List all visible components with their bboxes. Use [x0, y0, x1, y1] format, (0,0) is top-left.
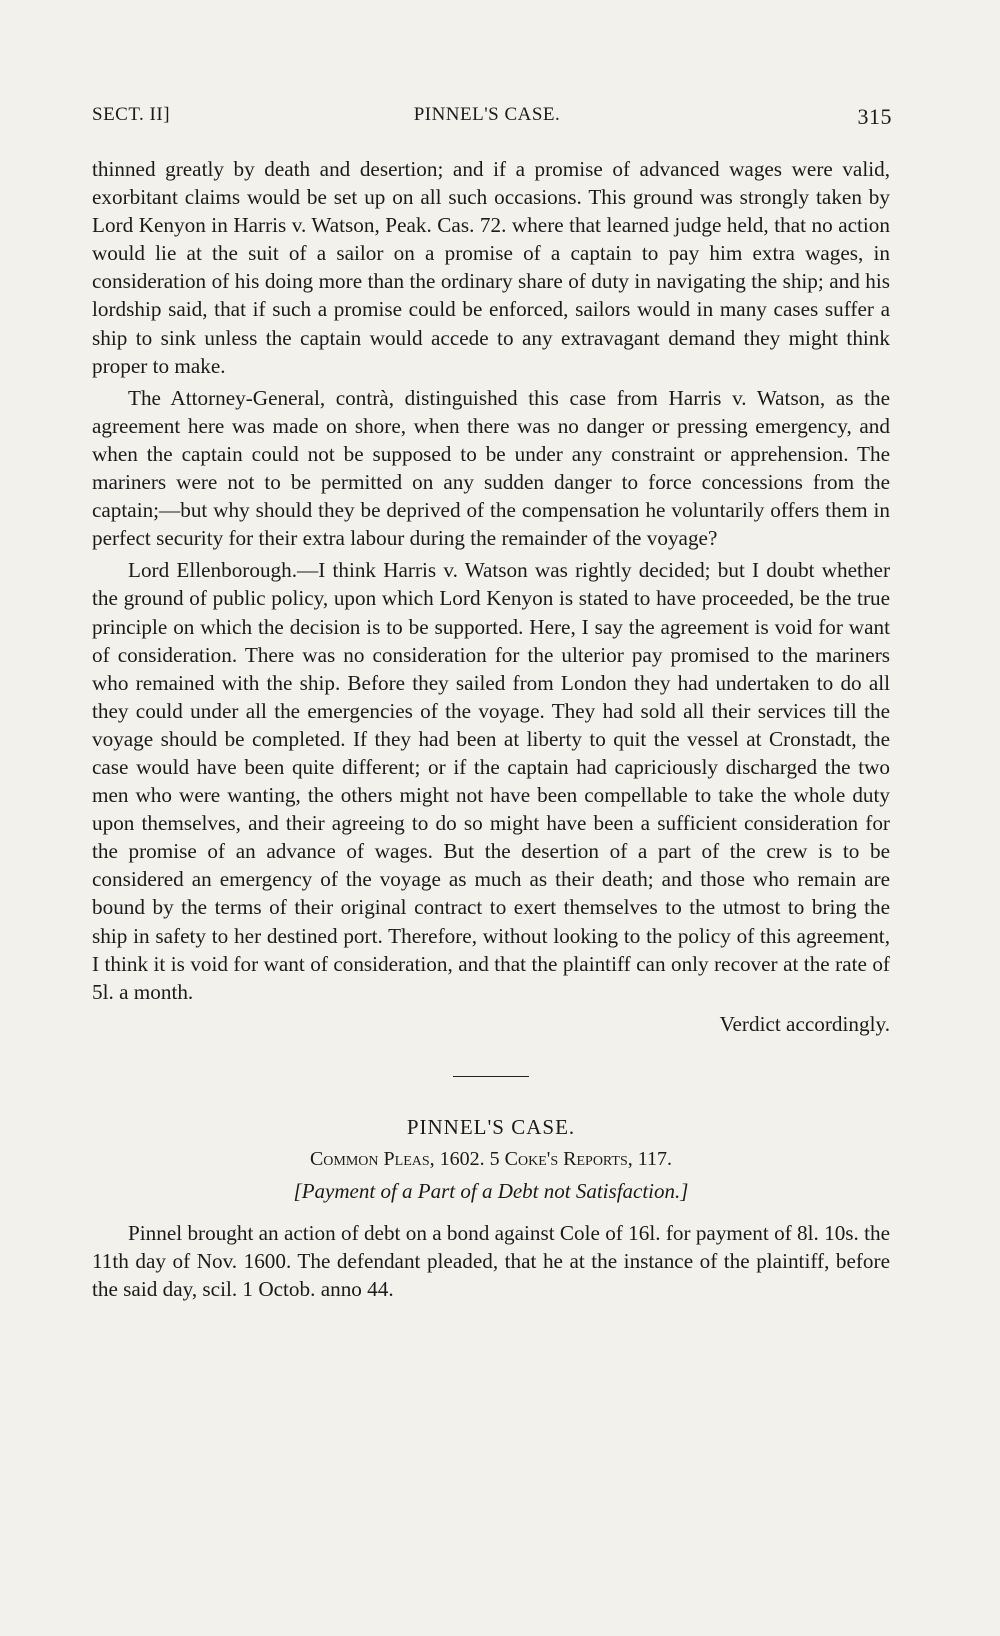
page-body: [92, 155, 890, 1303]
case-title: PINNEL'S CASE.: [406, 1114, 576, 1139]
page-number: 315: [857, 104, 892, 129]
running-title: PINNEL'S CASE.: [413, 104, 561, 125]
case-headnote: [Payment of a Part of a Debt not Satisfaction.]: [293, 1179, 689, 1204]
verdict-line: Verdict accordingly.: [719, 1011, 890, 1036]
paragraph-attorney-general: The Attorney-General, contrà, distinguished this case from Harris v. Watson, as the agreement here was made on shore, when there was no danger or pressing emergency, and when the captain could not be supposed to be under any constraint or apprehension. The mariners were not to be permitted on any sudden danger to force concessions from the captain;—but why should they be deprived of the compensation he voluntarily offers them in perfect security for their extra labour during the remainder of the voyage?: [92, 385, 890, 551]
paragraph-continued: thinned greatly by death and desertion; and if a promise of advanced wages were valid, exorbitant claims would be set up on all such occasions. This ground was strongly taken by Lord Kenyon in Harris v. Watson, Peak. Cas. 72. where that learned judge held, that no action would lie at the suit of a sailor on a promise of a captain to pay him extra wages, in consideration of his doing more than the ordinary share of duty in navigating the ship; and his lordship said, that if such a promise could be enforced, sailors would in many cases suffer a ship to sink unless the captain would accede to any extravagant demand they might think proper to make.: [92, 157, 890, 378]
paragraph-lord-ellenborough: Lord Ellenborough.—I think Harris v. Watson was rightly decided; but I doubt whether the ground of public policy, upon which Lord Kenyon is stated to have proceeded, be the true principle on which the decision is to be supported. Here, I say the agreement is void for want of consideration. There was no consideration for the ulterior pay promised to the mariners who remained with the ship. Before they sailed from London they had undertaken to do all they could under all the emergencies of the voyage. They had sold all their services till the voyage should be completed. If they had been at liberty to quit the vessel at Cronstadt, the case would have been quite different; or if the captain had capriciously discharged the two men who were wanting, the others might not have been compellable to take the whole duty upon themselves, and their agreeing to do so might have been a sufficient consideration for the promise of an advance of wages. But the desertion of a part of the crew is to be considered an emergency of the voyage as much as their death; and those who remain are bound by the terms of their original contract to exert themselves to the utmost to bring the ship in safety to her destined port. Therefore, without looking to the policy of this agreement, I think it is void for want of consideration, and that the plaintiff can only recover at the rate of 5l. a month.: [92, 558, 890, 1004]
section-label: SECT. II]: [92, 104, 171, 125]
court-citation: Common Pleas, 1602. 5 Coke's Reports, 117.: [309, 1148, 673, 1170]
section-divider: [453, 1076, 529, 1077]
case-opening-paragraph: Pinnel brought an action of debt on a bond against Cole of 16l. for payment of 8l. 10s. the 11th day of Nov. 1600. The defendant pleaded, that he at the instance of the plaintiff, before the said day, scil. 1 Octob. anno 44.: [92, 1221, 891, 1302]
